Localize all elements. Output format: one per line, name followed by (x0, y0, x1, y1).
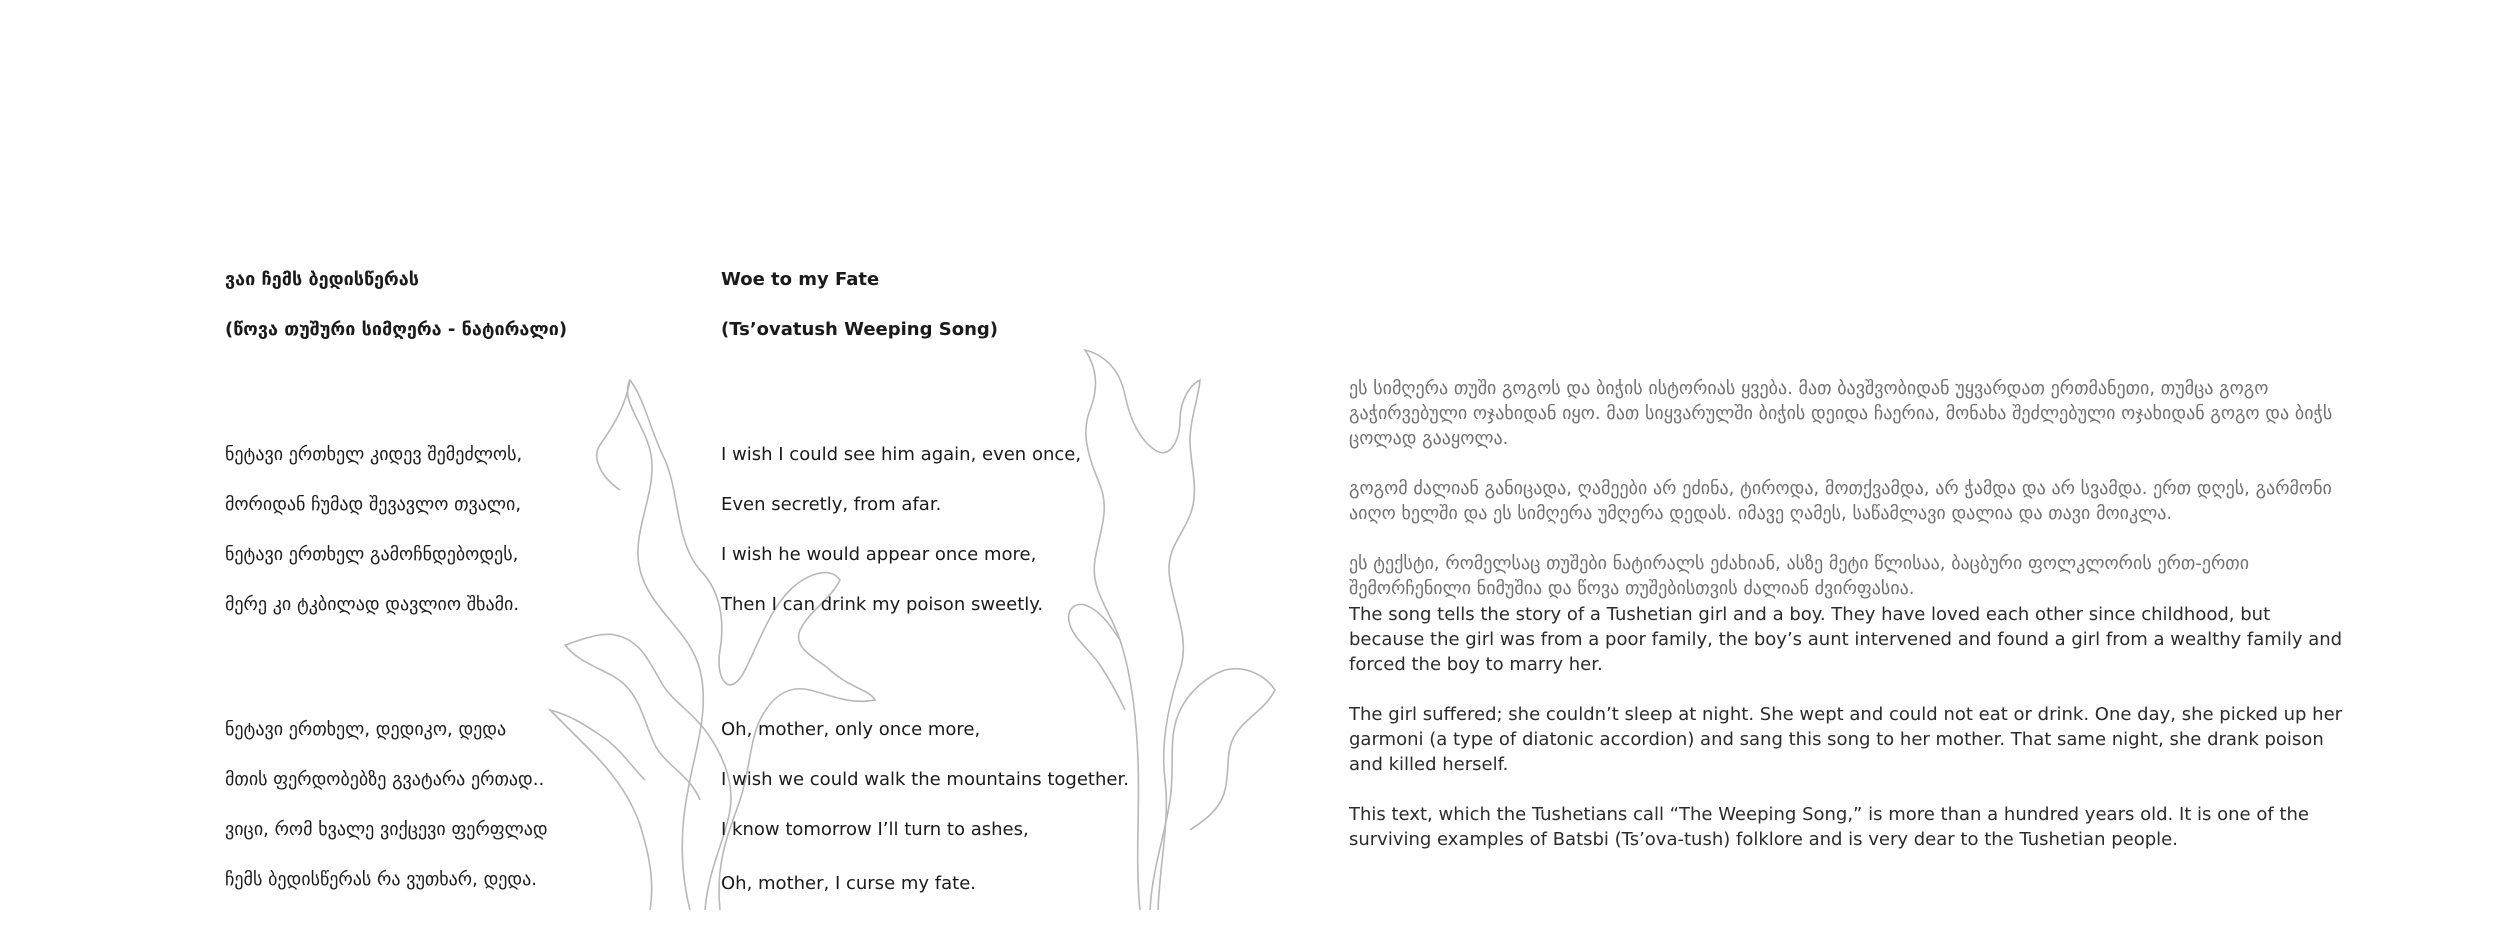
georgian-poem-stanza-1 (225, 417, 645, 642)
georgian-poem-stanza-2 (225, 692, 645, 917)
poem-line: მერე კი ტკბილად დავლიო შხამი. (225, 594, 520, 615)
poem-line: Even secretly, from afar. (721, 494, 942, 515)
poem-line: Oh, mother, I curse my fate. (721, 873, 976, 894)
description-paragraph: The song tells the story of a Tushetian girl and a boy. They have loved each other since childhood, but because the girl was from a poor family, the boy’s aunt intervened and found a girl from a wealthy family and forced the boy to marry her. (1349, 604, 2343, 675)
poem-line: ვიცი, რომ ხვალე ვიქცევი ფერფლად (225, 819, 548, 840)
poem-line: მორიდან ჩუმად შევავლო თვალი, (225, 494, 522, 515)
description-paragraph: This text, which the Tushetians call “The Weeping Song,” is more than a hundred years old. It is one of the surviving examples of Batsbi (Ts’ova-tush) folklore and is very dear to the Tushetian people. (1349, 804, 2309, 850)
poem-line: Oh, mother, only once more, (721, 719, 981, 740)
english-description (1349, 577, 2349, 877)
description-paragraph: ეს სიმღერა თუში გოგოს და ბიჭის ისტორიას ყვება. მათ ბავშვობიდან უყვარდათ ერთმანეთი, თუმცა გოგო გაჭირვებული ოჯახიდან იყო. მათ სიყვარულში ბიჭის დეიდა ჩაერია, მონახა შეძლებული ოჯახიდან გოგო და ბიჭს ცოლად გააყოლა. (1349, 378, 2333, 449)
poem-line: ნეტავი ერთხელ კიდევ შემეძლოს, (225, 444, 523, 465)
poem-line: Then I can drink my poison sweetly. (721, 594, 1044, 615)
georgian-poem-title (225, 242, 645, 367)
description-paragraph: გოგომ ძალიან განიცადა, ღამეები არ ეძინა, ტიროდა, მოთქვამდა, არ ჭამდა და არ სვამდა. ერთ დღეს, გარმონი აიღო ხელში და ეს სიმღერა უმღერა დედას. იმავე ღამეს, საწამლავი დალია და თავი მოიკლა. (1349, 478, 2332, 524)
georgian-poem (225, 217, 645, 942)
poem-line: ნეტავი ერთხელ გამოჩნდებოდეს, (225, 544, 519, 565)
english-poem-stanza-2 (721, 692, 1201, 921)
english-poem-subtitle-line: (Ts’ovatush Weeping Song) (721, 319, 999, 340)
english-poem-stanza-1 (721, 417, 1201, 642)
poem-line: I wish he would appear once more, (721, 544, 1037, 565)
poem-line: I wish I could see him again, even once, (721, 444, 1082, 465)
poem-line: I wish we could walk the mountains together. (721, 769, 1129, 790)
english-poem-title (721, 242, 1201, 367)
poem-line: ნეტავი ერთხელ, დედიკო, დედა (225, 719, 507, 740)
georgian-poem-title-line: ვაი ჩემს ბედისწერას (225, 269, 419, 290)
english-poem-title-line: Woe to my Fate (721, 269, 880, 290)
poem-line: I know tomorrow I’ll turn to ashes, (721, 819, 1029, 840)
english-poem (721, 217, 1201, 946)
georgian-poem-subtitle-line: (წოვა თუშური სიმღერა - ნატირალი) (225, 319, 568, 340)
description-paragraph: The girl suffered; she couldn’t sleep at night. She wept and could not eat or drink. One day, she picked up her garmoni (a type of diatonic accordion) and sang this song to her mother. That same night, she drank poison and killed herself. (1349, 704, 2343, 775)
poem-line: ჩემს ბედისწერას რა ვუთხარ, დედა. (225, 869, 538, 890)
description-paragraph: ეს ტექსტი, რომელსაც თუშები ნატირალს ეძახიან, ასზე მეტი წლისაა, ბაცბური ფოლკლორის ერთ-ერთი შემორჩენილი ნიმუშია და წოვა თუშებისთვის ძალიან ძვირფასია. (1349, 553, 2250, 599)
poem-line: მთის ფერდობებზე გვატარა ერთად.. (225, 769, 545, 790)
